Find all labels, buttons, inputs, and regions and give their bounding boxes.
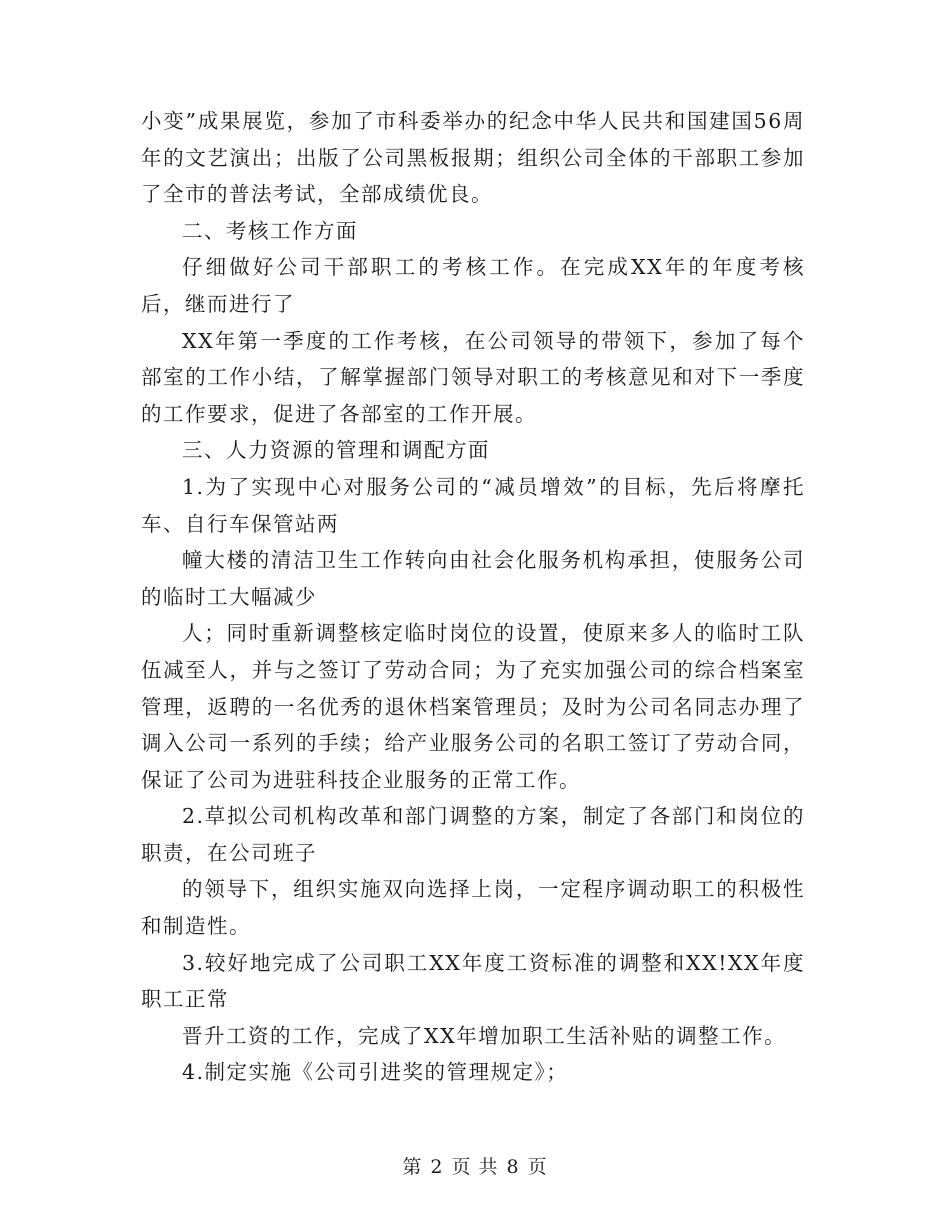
paragraph: 2.草拟公司机构改革和部门调整的方案，制定了各部门和岗位的职责，在公司班子: [141, 804, 805, 865]
paragraph: 的领导下，组织实施双向选择上岗，一定程序调动职工的积极性和制造性。: [141, 877, 805, 939]
paragraph: 晋升工资的工作，完成了XX年增加职工生活补贴的调整工作。: [182, 1023, 787, 1048]
document-body: [141, 103, 805, 1091]
paragraph: 4.制定实施《公司引进奖的管理规定》；: [182, 1060, 569, 1085]
footer-middle: 页 共: [451, 1156, 499, 1178]
paragraph: 仔细做好公司干部职工的考核工作。在完成XX年的年度考核后，继而进行了: [141, 255, 805, 316]
paragraph: 3.较好地完成了公司职工XX年度工资标准的调整和XX!XX年度职工正常: [141, 950, 805, 1012]
page-footer: [0, 1152, 950, 1179]
footer-suffix: 页: [527, 1156, 548, 1178]
footer-prefix: 第: [402, 1156, 423, 1178]
paragraph: XX年第一季度的工作考核，在公司领导的带领下，参加了每个部室的工作小结，了解掌握部门领导对职工的考核意见和对下一季度的工作要求，促进了各部室的工作开展。: [141, 328, 805, 426]
paragraph: 1.为了实现中心对服务公司的“减员增效”的目标，先后将摩托车、自行车保管站两: [141, 474, 805, 536]
current-page-number: 2: [430, 1156, 444, 1178]
total-page-number: 8: [506, 1156, 520, 1178]
paragraph: 人；同时重新调整核定临时岗位的设置，使原来多人的临时工队伍减至人，并与之签订了劳动合同；为了充实加强公司的综合档案室管理，返聘的一名优秀的退休档案管理员；及时为公司名同志办理了调入公司一系列的手续；给产业服务公司的名职工签订了劳动合同，保证了公司为进驻科技企业服务的正常工作。: [141, 621, 805, 792]
section-heading: 三、人力资源的管理和调配方面: [182, 438, 490, 463]
paragraph: 小变”成果展览，参加了市科委举办的纪念中华人民共和国建国56周年的文艺演出；出版了公司黑板报期；组织公司全体的干部职工参加了全市的普法考试，全部成绩优良。: [141, 109, 805, 207]
section-heading: 二、考核工作方面: [182, 218, 358, 243]
paragraph: 幢大楼的清洁卫生工作转向由社会化服务机构承担，使服务公司的临时工大幅减少: [141, 548, 805, 609]
